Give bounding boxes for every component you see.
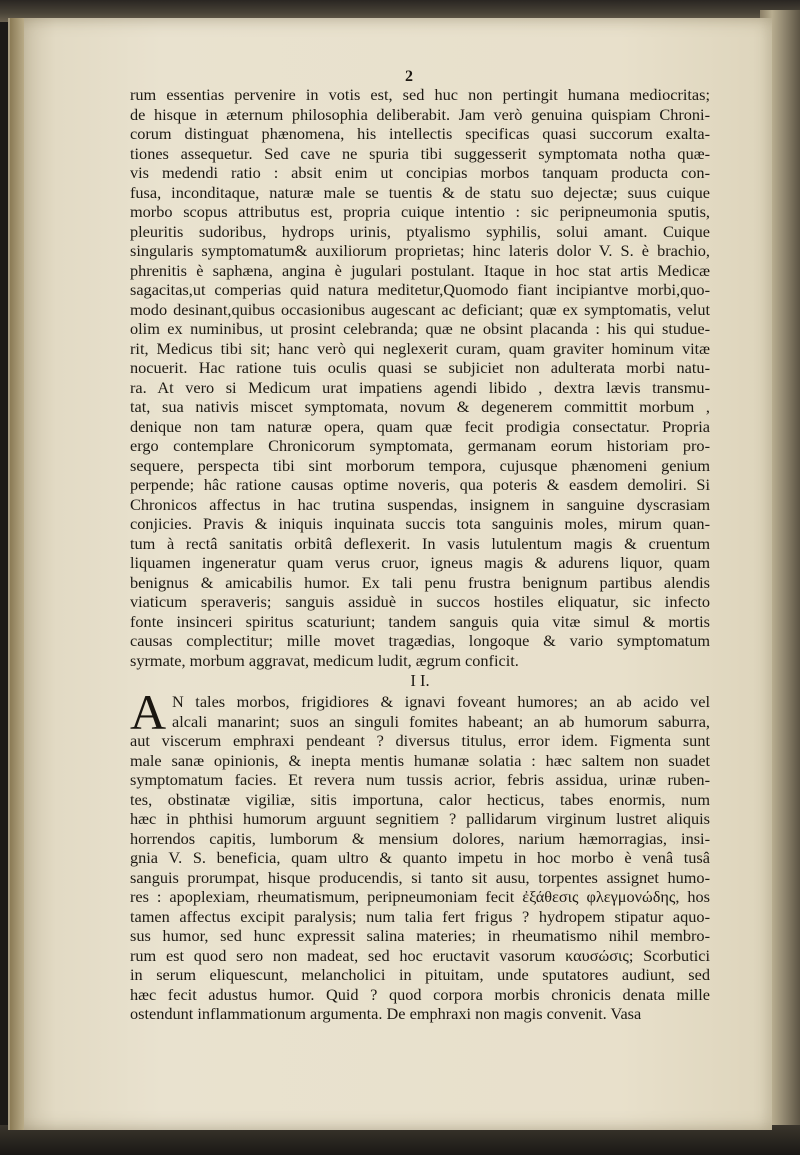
text-line: tat, sua nativis miscet symptomata, novum & degenerem committit morbum , bbox=[130, 397, 710, 416]
text-line: male sanæ opinionis, & inepta mentis humanæ solatia : hæc saltem non suadet bbox=[130, 750, 710, 770]
text-line: nocuerit. Hac ratione tuis oculis quasi se subjiciet non adulterata morbi natu- bbox=[130, 358, 710, 377]
text-line: de hisque in æternum philosophia deliberabit. Jam verò genuina quispiam Chroni- bbox=[130, 104, 710, 124]
page-text bbox=[130, 85, 710, 1024]
text-line: alcali manarint; suos an singuli fomites habeant; an ab humorum saburra, bbox=[172, 711, 710, 731]
text-line: corum distinguat phænomena, his intellectis specificas quasi succorum exalta- bbox=[130, 124, 710, 143]
text-line: res : apoplexiam, rheumatismum, peripneumoniam fecit ἐξάθεσις φλεγμονώδης, hos bbox=[130, 887, 710, 906]
text-line: liquamen ingeneratur quam verus cruor, igneus magis & adurens liquor, quam bbox=[130, 553, 710, 572]
text-line: phrenitis è saphæna, angina è jugulari postulant. Itaque in hoc stat artis Medicæ bbox=[130, 260, 710, 280]
text-line: symptomatum facies. Et revera num tussis acrior, febris assidua, urinæ ruben- bbox=[130, 770, 710, 789]
text-line: tes, obstinatæ vigiliæ, sitis importuna, calor hecticus, tabes enormis, num bbox=[130, 789, 710, 809]
text-line: conjicies. Pravis & iniquis inquinata succis tota sanguinis moles, mirum quan- bbox=[130, 514, 710, 533]
text-line: ergo contemplare Chronicorum symptomata, germanam eorum historiam pro- bbox=[130, 436, 710, 455]
text-line: fusa, inconditaque, naturæ male se tuentis & de statu suo dejectæ; suus cuique bbox=[130, 182, 710, 202]
page-number: 2 bbox=[405, 68, 413, 85]
text-line: ra. At vero si Medicum urat impatiens agendi libido , dextra lævis transmu- bbox=[130, 377, 710, 397]
text-line: aut viscerum emphraxi pendeant ? diversus titulus, error idem. Figmenta sunt bbox=[130, 731, 710, 750]
section-numeral: I I. bbox=[410, 671, 430, 690]
text-line: sus humor, sed hunc expressit salina materies; in rheumatismo nihil membro- bbox=[130, 926, 710, 945]
text-line: rit, Medicus tibi sit; hanc verò qui neglexerit curam, quam graviter hominum vitæ bbox=[130, 338, 710, 358]
text-line: olim ex numinibus, ut prosint celebranda; quæ ne obsint placanda : his qui studue- bbox=[130, 319, 710, 338]
text-line: hæc fecit adustus humor. Quid ? quod corpora morbis chronicis denata mille bbox=[130, 984, 710, 1004]
text-line: rum essentias pervenire in votis est, sed huc non pertingit humana mediocritas; bbox=[130, 85, 710, 104]
text-line: gnia V. S. beneficia, quam ultro & quanto impetu in hoc morbo è venâ tusâ bbox=[130, 848, 710, 867]
text-line: singularis symptomatum& auxiliorum proprietas; hinc lateris dolor V. S. è brachio, bbox=[130, 241, 710, 260]
text-line: fonte insinceri spiritus scaturiunt; tandem sanguis quia vitæ simul & mortis bbox=[130, 611, 710, 631]
text-line: tum à rectâ sanitatis orbitâ deflexerit. In vasis lutulentum magis & cruentum bbox=[130, 533, 710, 553]
text-line: in serum eliquescunt, melancholici in pituitam, unde sputatores audiunt, sed bbox=[130, 965, 710, 984]
text-line: causas complectitur; mille movet tragædias, longoque & vario symptomatum bbox=[130, 631, 710, 650]
text-line: viaticum speraveris; sanguis assiduè in succos hostiles eliquatur, sic infecto bbox=[130, 592, 710, 611]
text-line: modo desinant,quibus occasionibus augescant ac deficiant; quæ ex symptomatis, velut bbox=[130, 299, 710, 319]
text-line: pleuritis sudoribus, hydrops urinis, ptyalismo syphilis, solui amant. Cuique bbox=[130, 221, 710, 241]
text-line: Chronicos affectus in hac trutina suspendas, insignem in sanguine dyscrasiam bbox=[130, 494, 710, 514]
text-line: horrendos capitis, lumborum & mensium dolores, narium hæmorragias, insi- bbox=[130, 828, 710, 848]
text-line: N tales morbos, frigidiores & ignavi foveant humores; an ab acido vel bbox=[172, 692, 710, 711]
text-line: morbo scopus attributus est, propria cuique intentio : sic peripneumonia sputis, bbox=[130, 202, 710, 221]
text-line: benignus & amicabilis humor. Ex tali penu frustra benignum partibus alendis bbox=[130, 572, 710, 592]
text-line: ostendunt inflammationum argumenta. De emphraxi non magis convenit. Vasa bbox=[130, 1004, 642, 1023]
text-line: hæc in phthisi humorum arguunt segnitiem ? pallidarum virginum lustret aliquis bbox=[130, 809, 710, 828]
drop-cap: A bbox=[130, 684, 167, 740]
text-line: tamen affectus excipit paralysis; num talia fert frigus ? hydropem stipatur aquo- bbox=[130, 906, 710, 926]
paragraph-2-lines bbox=[130, 684, 710, 1024]
text-line: sequere, perspecta tibi sint morborum tempora, cujusque phænomeni genium bbox=[130, 455, 710, 475]
paragraph-1 bbox=[130, 85, 710, 670]
text-line: sanguis prorumpat, hisque producendis, si tanto sit ausu, torpentes assignet humo- bbox=[130, 867, 710, 887]
text-line: perpende; hâc ratione causas optime noveris, qua poteris & easdem demoliri. Si bbox=[130, 475, 710, 494]
page-gutter bbox=[10, 18, 24, 1130]
text-line: tiones assequetur. Sed cave ne spuria tibi suggesserit symptomata notha quæ- bbox=[130, 143, 710, 163]
text-line: sagacitas,ut comperias quid natura meditetur,Quomodo fiant incipiantve morbi,quo- bbox=[130, 280, 710, 299]
text-line: vis medendi ratio : absit enim ut concipias morbos tanquam producta con- bbox=[130, 163, 710, 182]
text-line: rum est quod sero non madeat, sed hoc eructavit vasorum καυσώσις; Scorbutici bbox=[130, 945, 710, 965]
text-line: syrmate, morbum aggravat, medicum ludit, ægrum conficit. bbox=[130, 650, 519, 670]
paragraph-2 bbox=[130, 684, 710, 1024]
text-line: denique non tam naturæ opera, quam quæ fecit prodigia consectatur. Propria bbox=[130, 416, 710, 436]
